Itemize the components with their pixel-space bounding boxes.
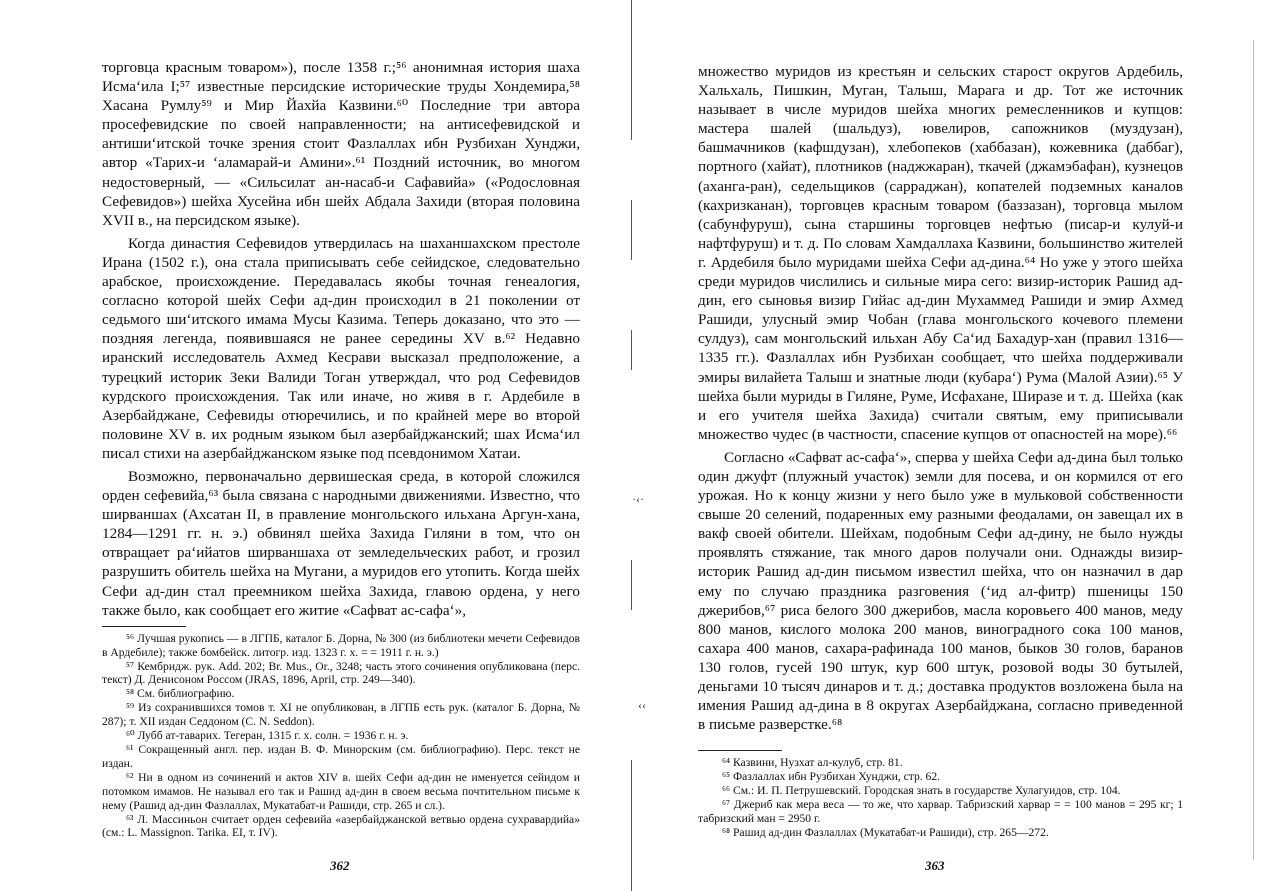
left-paragraph-2: Когда династия Сефевидов утвердилась на шаханшахском престоле Ирана (1502 г.), она стала приписывать себе сейидское, следовательно арабское, происхождение. Передавалась якобы точная генеалогия, согласно которой шейх Сефи ад-дин происходил в 21 поколении от седьмого ши‘итского имама Мусы Казима. Теперь доказано, что это — поздняя легенда, появившаяся не ранее середины XV в.⁶² Недавно иранский исследователь Ахмед Кесрави высказал предположение, а турецкий историк Зеки Валиди Тоган утверждал, что род Сефевидов курдского происхождения. Так или иначе, но живя в г. Ардебиле в Азербайджане, Сефевиды отюречились, и по крайней мере во второй половине XV в. их родным языком был азербайджанский; шах Исма‘ил писал стихи на азербайджанском языке под псевдонимом Хатаи. — [102, 234, 580, 462]
gutter-mark-glyph: ·‹· — [632, 492, 644, 506]
footnote-56: ⁵⁶ Лучшая рукопись — в ЛГПБ, каталог Б. Дорна, № 300 (из библиотеки мечети Сефевидов в Ардебиле); также бомбейск. литогр. изд. 1323 г. х. = = 1911 г. н. э.) — [102, 631, 580, 659]
left-text-column — [102, 58, 580, 840]
left-paragraph-1: торговца красным товаром»), после 1358 г.;⁵⁶ анонимная история шаха Исма‘ила I;⁵⁷ известные персидские исторические труды Хондемира,⁵⁸ Хасана Румлу⁵⁹ и Мир Йахйа Казвини.⁶⁰ Последние три автора просефевидские по своей направленности; на антисефевидской и антиши‘итской точке зрения стоит Фазлаллах ибн Рузбихан Хунджи, автор «Тарих-и ‘аламарай-и Амини».⁶¹ Поздний источник, во многом недостоверный, — «Сильсилат ан-насаб-и Сафавийа» («Родословная Сефевидов») шейха Хусейна ибн шейх Абдала Захиди (вторая половина XVII в., на персидском языке). — [102, 59, 580, 229]
right-paragraph-1: множество муридов из крестьян и сельских старост округов Ардебиль, Хальхаль, Пишкин, Муган, Талыш, Марага и др. Тот же источник называет в числе муридов шейха многих ремесленников и купцов: мастера шалей (шальдуз), ювелиров, сапожников (муздузан), башмачников (кафшдузан), хлебопеков (хаббазан), кожевника (даббаг), портного (хайат), плотников (наджжаран), ткачей (джамэбафан), кузнецов (аханга-ран), седельщиков (сарраджан), копателей подземных каналов (кахризканан), торговцев красным товаром (баззазан), торговца мылом (сабунфуруш), сына старшины торговцев нефтью (писар-и кулуй-и нафтфуруш) и т. д. По словам Хамдаллаха Казвини, большинство жителей г. Ардебиля было муридами шейха Сефи ад-дина.⁶⁴ Но уже у этого шейха среди муридов числились и сильные мира сего: визир-историк Рашид ад-дин, его сыновья визир Гийас ад-дин Мухаммед Рашиди и эмир Ахмед Рашиди, улусный эмир Чобан (глава монгольского кочевого племени сулдуз), сам монгольский ильхан Абу Са‘ид Бахадур-хан (правил 1316—1335 гг.). Фазлаллах ибн Рузбихан сообщает, что шейха поддерживали эмиры вилайета Талыш и знатные люди (кубара‘) Рума (Малой Азии).⁶⁵ У шейха были муриды в Гиляне, Руме, Исфахане, Ширазе и т. д. Шейха (как и его учителя шейха Захида) считали святым, ему приписывали множество чудес (в частности, спасение купцов от опасностей на море).⁶⁶ — [698, 63, 1183, 443]
footnote-64: ⁶⁴ Казвини, Нузхат ал-кулуб, стр. 81. — [722, 756, 903, 770]
footnote-57: ⁵⁷ Кембридж. рук. Add. 202; Br. Mus., Or., 3248; часть этого сочинения опубликована (перс. текст) Д. Денисоном Россом (JRAS, 1896, April, стр. 249—340). — [102, 659, 580, 687]
footnote-divider — [698, 750, 782, 751]
right-text-column — [698, 62, 1183, 840]
page-edge-line — [1253, 40, 1254, 860]
footnote-65: ⁶⁵ Фазлаллах ибн Рузбихан Хунджи, стр. 62. — [722, 770, 941, 784]
page-number-left: 362 — [330, 858, 350, 873]
left-page — [0, 0, 632, 891]
footnote-59: ⁵⁹ Из сохранившихся томов т. XI не опубликован, в ЛГПБ есть рук. (каталог Б. Дорна, № 287); т. XII издан Седдоном (C. N. Seddon). — [102, 701, 580, 729]
footnote-divider — [102, 626, 186, 627]
right-page — [632, 0, 1265, 891]
footnote-61: ⁶¹ Сокращенный англ. пер. издан В. Ф. Минорским (см. библиографию). Перс. текст не издан. — [102, 742, 580, 770]
footnote-63: ⁶³ Л. Массиньон считает орден сефевийа «азербайджанской ветвью ордена сухравардийа» (см.: L. Massignon. Tarika. EI, т. IV). — [102, 812, 580, 840]
gutter-mark-glyph: ‹‹ — [638, 698, 646, 712]
footnote-67: ⁶⁷ Джериб как мера веса — то же, что харвар. Табризский харвар = = 100 манов = 295 кг; 1 табризский ман = 2950 г. — [698, 798, 1183, 825]
footnote-68: ⁶⁸ Рашид ад-дин Фазлаллах (Мукатабат-и Рашиди), стр. 265—272. — [722, 825, 1049, 839]
left-paragraph-3: Возможно, первоначально дервишеская среда, в которой сложился орден сефевийа,⁶³ была связана с народными движениями. Известно, что ширваншах (Ахсатан II, в правление монгольского ильхана Аргун-хана, 1284—1291 гг. н. э.) обвинял шейха Захида Гиляни в том, что он отвращает ра‘ийатов ширваншаха от земледельческих работ, и грозил разрушить обитель шейха на Мугани, а муридов его утопить. Когда шейх Сефи ад-дин стал преемником шейха Захида, главою ордена, у него также было, как сообщает его житие «Сафват ас-сафа‘», — [102, 467, 580, 619]
right-paragraph-2: Согласно «Сафват ас-сафа‘», сперва у шейха Сефи ад-дина был только один джуфт (плужный участок) земли для посева, и он кормился от его урожая. Но к концу жизни у него было уже в мульковой собственности свыше 20 селений, подаренных ему разными феодалами, он завещал их в вакф своей обители. Шейхам, подобным Сефи ад-дину, не было нужды проявлять стяжание, так много даров получали они. Однажды визир-историк Рашид ад-дин письмом известил шейха, что он назначил в дар ему по случаю праздника разговения (‘ид ал-фитр) пшеницы 150 джерибов,⁶⁷ риса белого 300 джерибов, масла коровьего 400 манов, меду 800 манов, кислого молока 200 манов, виноградного сока 100 манов, сахара 400 манов, сахара-рафинада 100 манов, быков 30 голов, баранов 130 голов, гусей 190 штук, кур 600 штук, розовой воды 30 бутылей, деньгами 10 тысяч динаров и т. д.; доставка продуктов возложена была на имения Рашид ад-дина в 8 округах Азербайджана, согласно приведенной в письме разверстке.⁶⁸ — [698, 448, 1183, 734]
footnote-58: ⁵⁸ См. библиографию. — [126, 687, 235, 701]
page-number-right: 363 — [925, 858, 945, 873]
footnote-66: ⁶⁶ См.: И. П. Петрушевский. Городская знать в государстве Хулагуидов, стр. 104. — [722, 784, 1121, 798]
footnote-62: ⁶² Ни в одном из сочинений и актов XIV в. шейх Сефи ад-дин не именуется сейидом и потомком имамов. Не называл его так и Рашид ад-дин в своем весьма почтительном письме к нему (Рашид ад-дин Фазлаллах, Мукатабат-и Рашиди, стр. 265 и сл.). — [102, 770, 580, 812]
footnote-60: ⁶⁰ Лубб ат-таварих. Тегеран, 1315 г. х. солн. = 1936 г. н. э. — [126, 729, 409, 743]
